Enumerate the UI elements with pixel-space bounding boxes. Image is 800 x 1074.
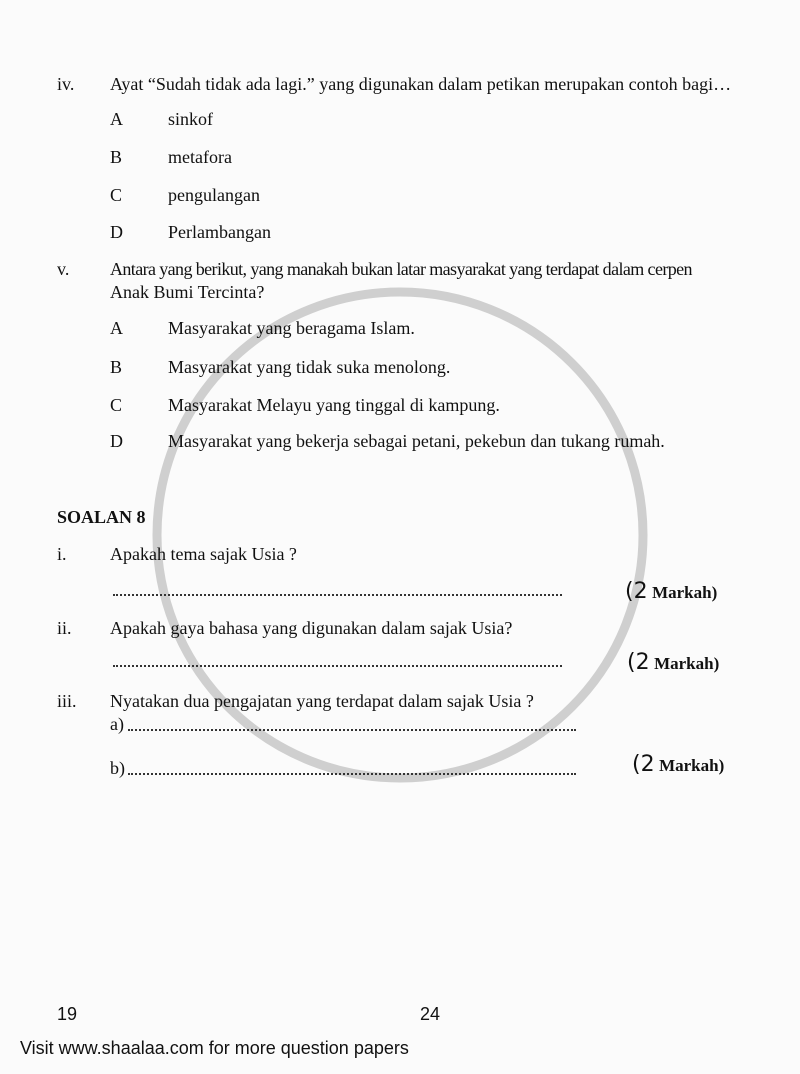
- marks-handwritten: (2: [627, 650, 650, 675]
- option-text: Masyarakat yang tidak suka menolong.: [168, 357, 451, 377]
- option-text: Masyarakat Melayu yang tinggal di kampung.: [168, 395, 500, 415]
- marks-text: Markah): [654, 654, 720, 673]
- option-letter: B: [110, 357, 123, 377]
- option-letter: B: [110, 147, 123, 167]
- question-number: iv.: [57, 74, 75, 94]
- question-text: Apakah tema sajak Usia ?: [110, 544, 297, 564]
- footer-left-number: 19: [57, 1004, 78, 1024]
- option-text: Masyarakat yang bekerja sebagai petani, pekebun dan tukang rumah.: [168, 431, 665, 451]
- option-text: pengulangan: [168, 185, 260, 205]
- marks-label: [632, 754, 724, 776]
- marks-text: Markah): [652, 583, 718, 602]
- question-text: Ayat “Sudah tidak ada lagi.” yang digunakan dalam petikan merupakan contoh bagi…: [110, 74, 732, 94]
- page-number: 24: [420, 1004, 441, 1024]
- question-text: Nyatakan dua pengajatan yang terdapat dalam sajak Usia ?: [110, 691, 534, 711]
- marks-handwritten: (2: [632, 752, 655, 777]
- option-text: Masyarakat yang beragama Islam.: [168, 318, 415, 338]
- question-number: ii.: [57, 618, 72, 638]
- marks-label: [627, 652, 719, 674]
- answer-line[interactable]: [128, 729, 576, 731]
- question-text: Apakah gaya bahasa yang digunakan dalam sajak Usia?: [110, 618, 513, 638]
- question-number: v.: [57, 259, 70, 279]
- option-letter: D: [110, 222, 123, 242]
- question-text: Anak Bumi Tercinta?: [110, 282, 265, 302]
- option-text: metafora: [168, 147, 232, 167]
- marks-handwritten: (2: [625, 579, 648, 604]
- option-letter: C: [110, 395, 123, 415]
- answer-line[interactable]: [128, 773, 576, 775]
- part-label: b): [110, 758, 125, 778]
- option-letter: C: [110, 185, 123, 205]
- answer-line[interactable]: [113, 665, 562, 667]
- question-text: Antara yang berikut, yang manakah bukan latar masyarakat yang terdapat dalam cerpen: [110, 259, 692, 279]
- option-letter: A: [110, 109, 123, 129]
- question-number: iii.: [57, 691, 77, 711]
- option-text: sinkof: [168, 109, 213, 129]
- part-label: a): [110, 714, 124, 734]
- option-letter: A: [110, 318, 123, 338]
- marks-text: Markah): [659, 756, 725, 775]
- option-text: Perlambangan: [168, 222, 271, 242]
- question-number: i.: [57, 544, 67, 564]
- section-title: SOALAN 8: [57, 507, 146, 527]
- option-letter: D: [110, 431, 123, 451]
- visit-link[interactable]: Visit www.shaalaa.com for more question papers: [20, 1038, 409, 1058]
- marks-label: [625, 581, 717, 603]
- answer-line[interactable]: [113, 594, 562, 596]
